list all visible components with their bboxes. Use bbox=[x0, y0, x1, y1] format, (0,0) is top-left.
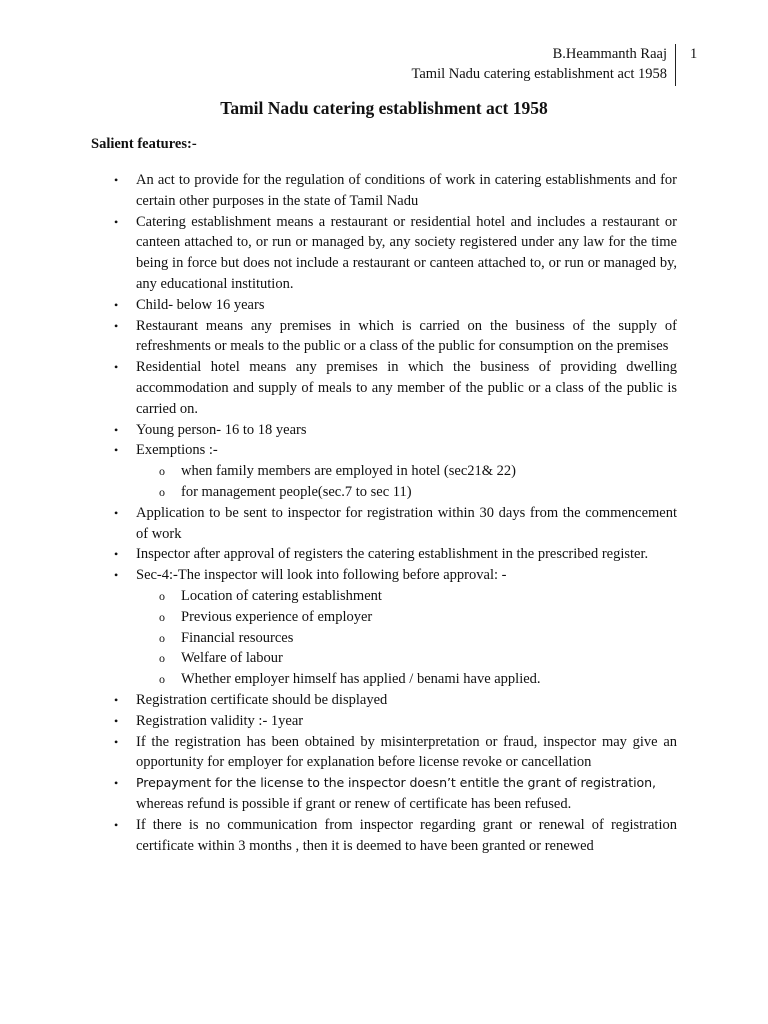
list-item bbox=[91, 212, 677, 295]
header-author: B.Heammanth Raaj bbox=[552, 46, 667, 62]
bullet-icon: • bbox=[114, 360, 119, 375]
list-item bbox=[91, 815, 677, 857]
bullet-icon: • bbox=[114, 734, 119, 749]
bullet-icon: • bbox=[114, 692, 119, 707]
bullet-icon: • bbox=[114, 318, 119, 333]
list-item-text: Restaurant means any premises in which is carried on the business of the supply of refreshments or meals to the public or a class of the public for consumption on the premises bbox=[136, 317, 677, 355]
list-item-text: An act to provide for the regulation of conditions of work in catering establishments and for certain other purposes in the state of Tamil Nadu bbox=[136, 172, 677, 209]
bullet-icon: • bbox=[114, 173, 119, 187]
list-item-text: Sec-4:-The inspector will look into following before approval: - bbox=[136, 567, 507, 584]
list-item-text: Exemptions :- bbox=[136, 442, 218, 459]
sub-list-item-text: for management people(sec.7 to sec 11) bbox=[181, 483, 412, 500]
list-item bbox=[91, 316, 677, 358]
section-heading: Salient features:- bbox=[91, 136, 197, 152]
sub-list-item bbox=[136, 648, 677, 669]
bullet-icon: • bbox=[114, 443, 119, 458]
list-item-text: If the registration has been obtained by misinterpretation or fraud, inspector may give an opportunity for employer for explanation before license revoke or cancellation bbox=[136, 733, 677, 771]
list-item bbox=[91, 357, 677, 419]
page-number: 1 bbox=[690, 46, 698, 62]
list-item bbox=[91, 503, 677, 545]
bullet-icon: • bbox=[114, 713, 119, 728]
sub-list-item-text: Whether employer himself has applied / benami have applied. bbox=[181, 671, 541, 688]
list-item bbox=[91, 565, 677, 690]
bullet-icon: • bbox=[114, 568, 119, 583]
list-item bbox=[91, 440, 677, 502]
list-item-text: Residential hotel means any premises in which the business of providing dwelling accommodation and supply of meals to any member of the public or a class of the public is carried on. bbox=[136, 359, 677, 417]
sub-list-item-text: Location of catering establishment bbox=[181, 587, 382, 604]
circle-bullet-icon: o bbox=[159, 484, 165, 499]
list-item-text-line2: whereas refund is possible if grant or renew of certificate has been refused. bbox=[136, 795, 572, 812]
sub-list-item-text: Previous experience of employer bbox=[181, 608, 373, 625]
feature-list-container bbox=[91, 170, 677, 856]
document-title: Tamil Nadu catering establishment act 1958 bbox=[220, 98, 548, 118]
sub-list-item bbox=[136, 607, 677, 628]
sub-list bbox=[136, 586, 677, 690]
sub-list-item bbox=[136, 628, 677, 649]
list-item-text: Application to be sent to inspector for registration within 30 days from the commencement of work bbox=[136, 504, 677, 542]
list-item-text: Catering establishment means a restaurant or residential hotel and includes a restaurant or canteen attached to, or run or managed by, any society registered under any law for the time being in force but does not include a restaurant or canteen attached to, or run or managed by, any educational institution. bbox=[136, 213, 677, 292]
bullet-icon: • bbox=[114, 214, 119, 229]
feature-list bbox=[91, 170, 677, 856]
sub-list-item-text: Welfare of labour bbox=[181, 650, 283, 667]
list-item-text: If there is no communication from inspector regarding grant or renewal of registration certificate within 3 months , then it is deemed to have been granted or renewed bbox=[136, 816, 677, 854]
bullet-icon: • bbox=[114, 817, 119, 832]
bullet-icon: • bbox=[114, 297, 119, 312]
circle-bullet-icon: o bbox=[159, 651, 165, 666]
list-item bbox=[91, 711, 677, 732]
list-item-text: Registration certificate should be displayed bbox=[136, 691, 388, 708]
list-item-text: Registration validity :- 1year bbox=[136, 712, 304, 729]
list-item-text-line1: Prepayment for the license to the inspector doesn’t entitle the grant of registration, bbox=[136, 775, 656, 791]
list-item bbox=[91, 170, 677, 212]
circle-bullet-icon: o bbox=[159, 588, 165, 603]
sub-list-item bbox=[136, 586, 677, 607]
circle-bullet-icon: o bbox=[159, 630, 165, 645]
list-item-text: Young person- 16 to 18 years bbox=[136, 421, 307, 438]
sub-list-item-text: when family members are employed in hotel (sec21& 22) bbox=[181, 463, 517, 480]
sub-list-item bbox=[136, 669, 677, 690]
sub-list bbox=[136, 461, 677, 503]
bullet-icon: • bbox=[114, 505, 119, 520]
circle-bullet-icon: o bbox=[159, 672, 165, 687]
list-item-text: Child- below 16 years bbox=[136, 296, 265, 313]
list-item bbox=[91, 295, 677, 316]
circle-bullet-icon: o bbox=[159, 464, 165, 479]
sub-list-item-text: Financial resources bbox=[181, 629, 294, 646]
bullet-icon: • bbox=[114, 422, 119, 437]
list-item-text: Inspector after approval of registers the catering establishment in the prescribed register. bbox=[136, 546, 649, 563]
list-item bbox=[91, 732, 677, 774]
running-header bbox=[412, 44, 676, 86]
circle-bullet-icon: o bbox=[159, 609, 165, 624]
sub-list-item bbox=[136, 482, 677, 503]
list-item bbox=[91, 420, 677, 441]
bullet-icon: • bbox=[114, 547, 119, 562]
list-item bbox=[91, 773, 677, 815]
list-item bbox=[91, 690, 677, 711]
list-item bbox=[91, 544, 677, 565]
sub-list-item bbox=[136, 461, 677, 482]
bullet-icon: • bbox=[114, 776, 119, 791]
header-subtitle: Tamil Nadu catering establishment act 1958 bbox=[411, 66, 667, 82]
